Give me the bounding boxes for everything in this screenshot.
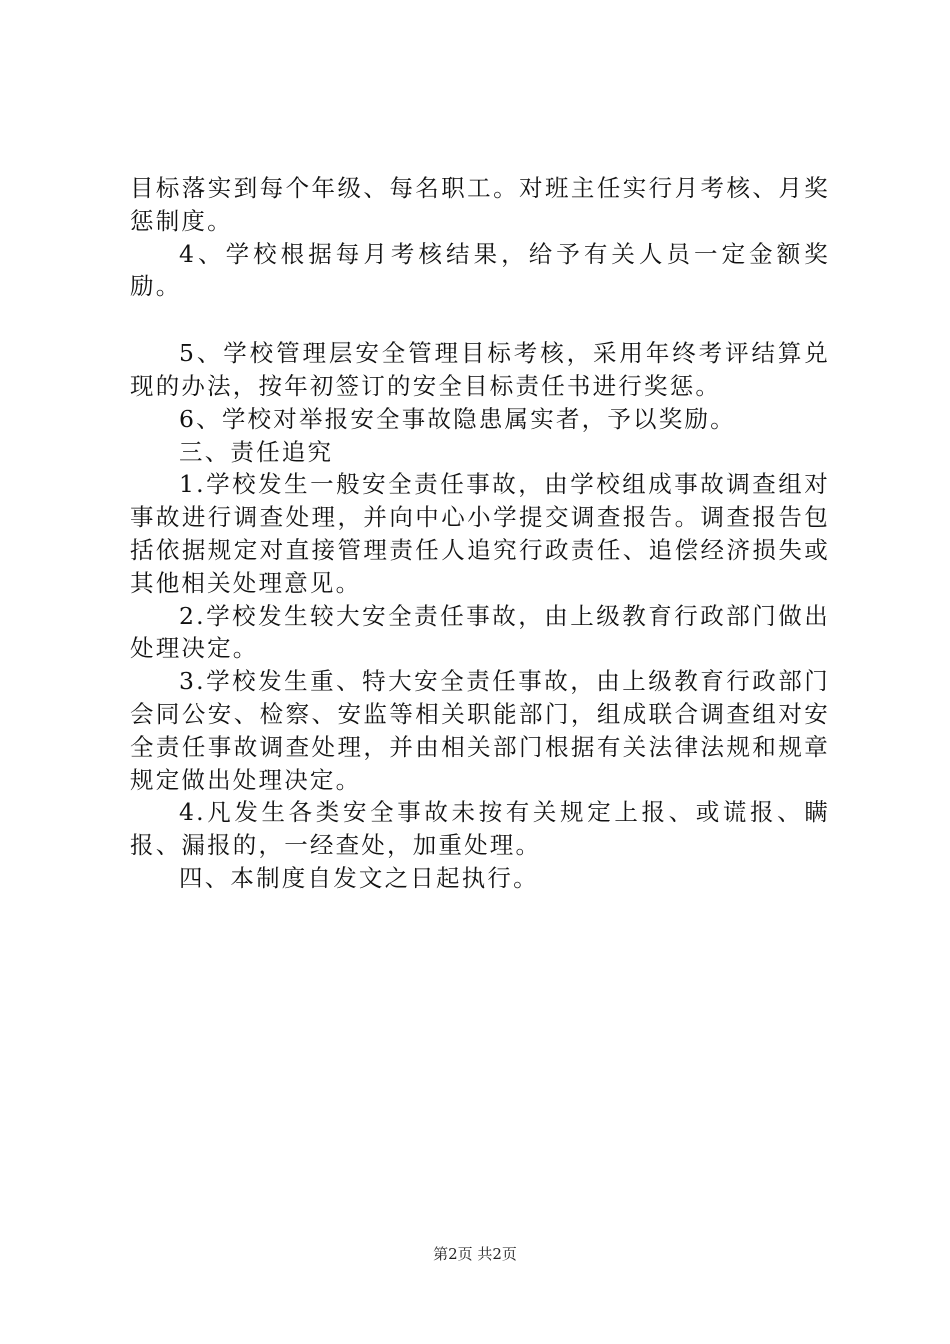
section-heading-responsibility: 三、责任追究 [179, 437, 334, 466]
paragraph-responsibility-1: 1.学校发生一般安全责任事故，由学校组成事故调查组对事故进行调查处理，并向中心小学提交调查报告。调查报告包括依据规定对直接管理责任人追究行政责任、追偿经济损失或其他相关处理意见。 [130, 470, 830, 597]
section-heading-effective: 四、本制度自发文之日起执行。 [179, 863, 539, 892]
paragraph-responsibility-3: 3.学校发生重、特大安全责任事故，由上级教育行政部门会同公安、检察、安监等相关职能部门，组成联合调查组对安全责任事故调查处理，并由相关部门根据有关法律法规和规章规定做出处理决定。 [130, 667, 830, 794]
paragraph-item-4: 4、学校根据每月考核结果，给予有关人员一定金额奖励。 [130, 239, 830, 301]
paragraph-item-6: 6、学校对举报安全事故隐患属实者，予以奖励。 [179, 404, 736, 433]
paragraph-responsibility-4: 4.凡发生各类安全事故未按有关规定上报、或谎报、瞒报、漏报的，一经查处，加重处理。 [130, 798, 830, 860]
paragraph-gap [130, 303, 830, 337]
paragraph-responsibility-2: 2.学校发生较大安全责任事故，由上级教育行政部门做出处理决定。 [130, 601, 830, 663]
document-body [130, 172, 830, 895]
page-footer [0, 1244, 950, 1264]
page-number-label: 第2页 共2页 [433, 1245, 517, 1263]
paragraph-continuation: 目标落实到每个年级、每名职工。对班主任实行月考核、月奖惩制度。 [130, 174, 830, 235]
paragraph-item-5: 5、学校管理层安全管理目标考核，采用年终考评结算兑现的办法，按年初签订的安全目标责任书进行奖惩。 [130, 339, 830, 400]
